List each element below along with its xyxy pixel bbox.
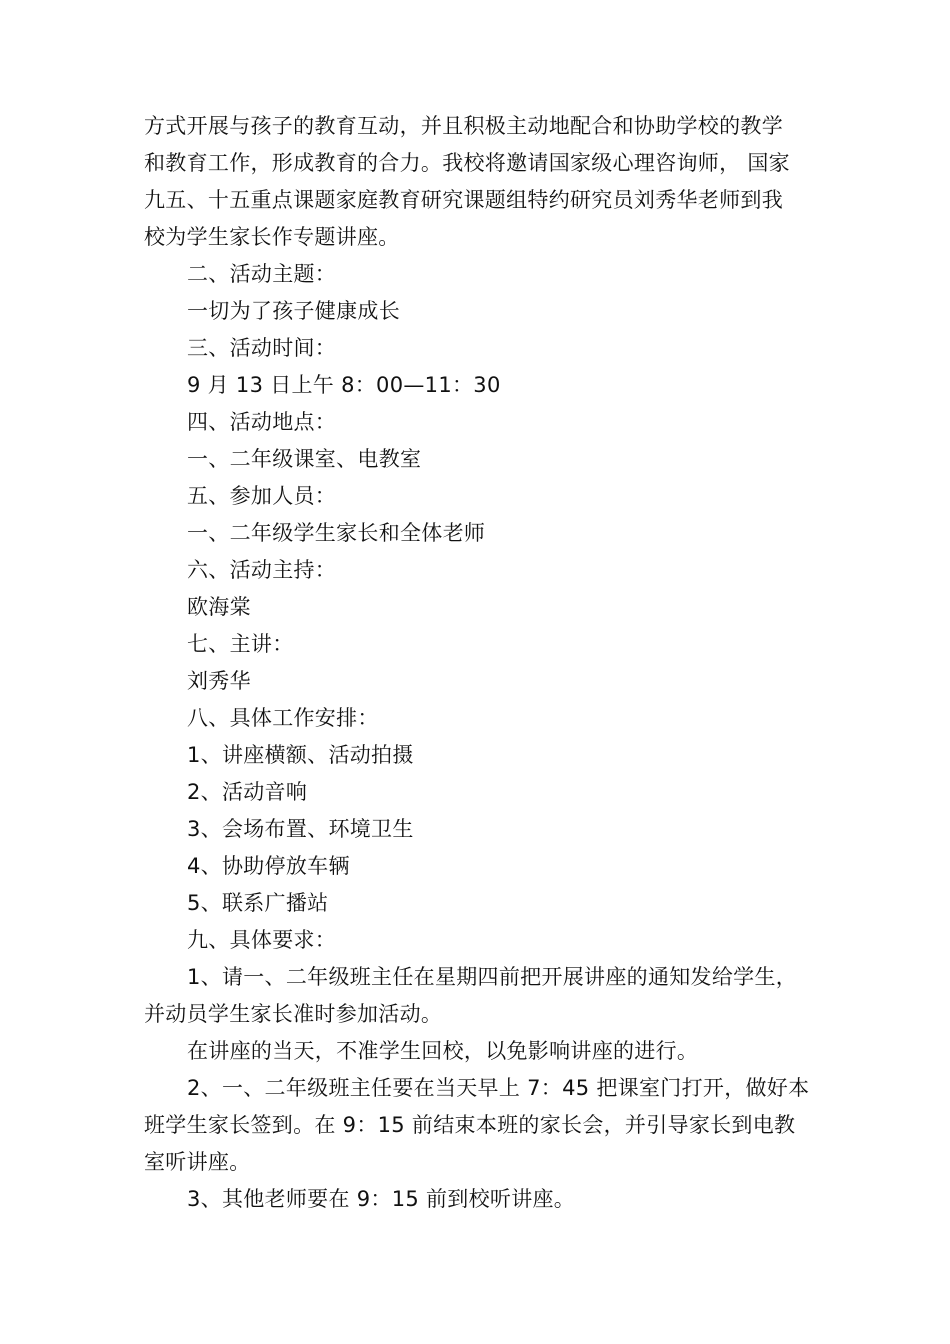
- time-value: 9 月 13 日上午 8：00—11：30: [187, 373, 501, 397]
- requirement-1: [144, 959, 814, 1033]
- requirement-2: [144, 1070, 814, 1181]
- requirement-line: 室听讲座。: [144, 1150, 251, 1174]
- requirement-note: 在讲座的当天，不准学生回校，以免影响讲座的进行。: [187, 1039, 699, 1063]
- list-item: 5、联系广播站: [187, 891, 329, 915]
- intro-line: 方式开展与孩子的教育互动，并且积极主动地配合和协助学校的教学: [144, 114, 783, 138]
- place-value: 一、二年级课室、电教室: [187, 447, 422, 471]
- list-item: 4、协助停放车辆: [187, 854, 350, 878]
- list-item: 1、讲座横额、活动拍摄: [187, 743, 414, 767]
- theme-value: 一切为了孩子健康成长: [187, 299, 400, 323]
- host-value: 欧海棠: [187, 595, 251, 619]
- requirement-line: 班学生家长签到。在 9：15 前结束本班的家长会，并引导家长到电教: [144, 1113, 796, 1137]
- intro-line: 九五、十五重点课题家庭教育研究课题组特约研究员刘秀华老师到我: [144, 188, 783, 212]
- speaker-value: 刘秀华: [187, 669, 251, 693]
- intro-paragraph: [144, 108, 814, 256]
- requirement-line: 并动员学生家长准时参加活动。: [144, 1002, 443, 1026]
- arrangement-heading: 八、具体工作安排：: [187, 706, 379, 730]
- requirements-heading: 九、具体要求：: [187, 928, 337, 952]
- time-heading: 三、活动时间：: [187, 336, 337, 360]
- participants-heading: 五、参加人员：: [187, 484, 337, 508]
- speaker-heading: 七、主讲：: [187, 632, 294, 656]
- intro-line: 校为学生家长作专题讲座。: [144, 225, 400, 249]
- requirement-3: 3、其他老师要在 9：15 前到校听讲座。: [187, 1187, 576, 1211]
- document-body: [144, 108, 814, 1218]
- list-item: 3、会场布置、环境卫生: [187, 817, 414, 841]
- host-heading: 六、活动主持：: [187, 558, 337, 582]
- place-heading: 四、活动地点：: [187, 410, 337, 434]
- requirement-line: 1、请一、二年级班主任在星期四前把开展讲座的通知发给学生，: [187, 965, 798, 989]
- theme-heading: 二、活动主题：: [187, 262, 337, 286]
- participants-value: 一、二年级学生家长和全体老师: [187, 521, 486, 545]
- intro-line: 和教育工作，形成教育的合力。我校将邀请国家级心理咨询师， 国家: [144, 151, 790, 175]
- arrangement-list: [144, 737, 814, 922]
- list-item: 2、活动音响: [187, 780, 308, 804]
- requirement-line: 2、一、二年级班主任要在当天早上 7：45 把课室门打开，做好本: [187, 1076, 810, 1100]
